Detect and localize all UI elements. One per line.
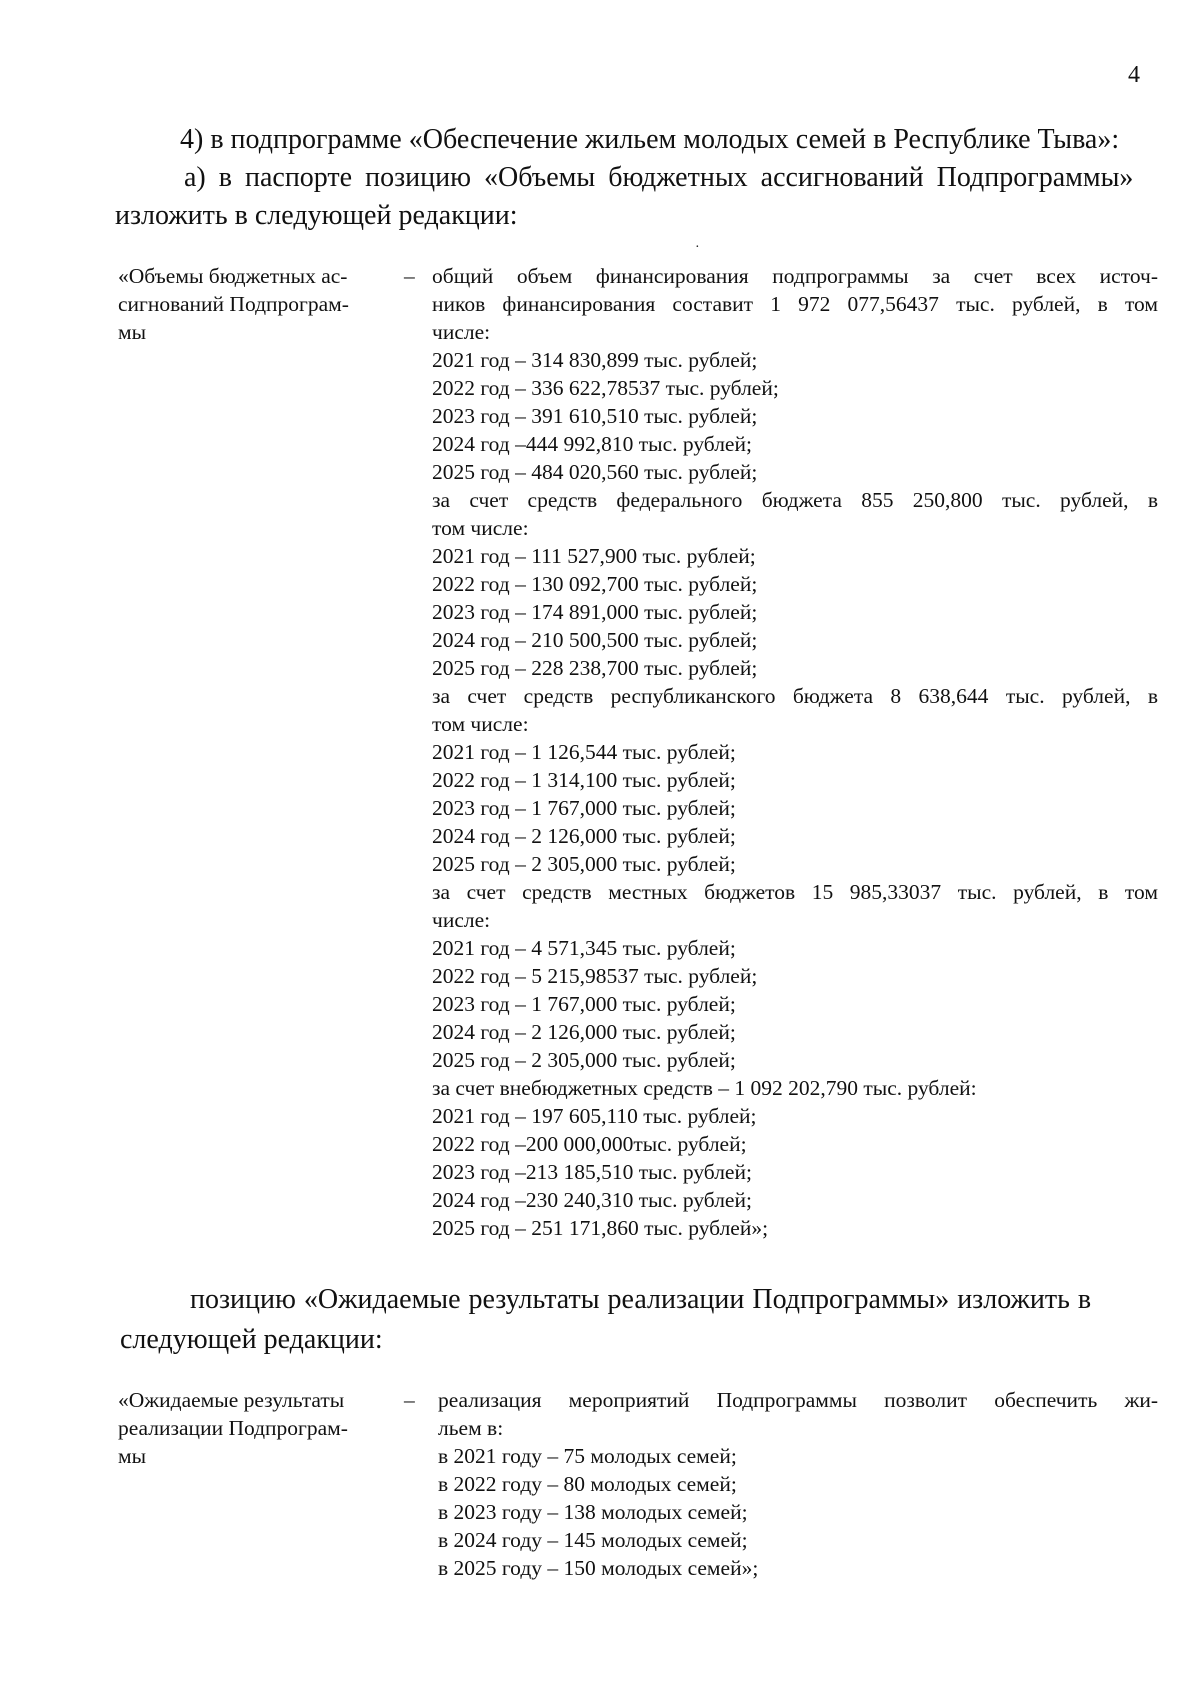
content-line: ников финансирования составит 1 972 077,56437 тыс. рублей, в том — [432, 292, 1158, 316]
content-line: в 2023 году – 138 молодых семей; — [438, 1500, 748, 1524]
dash-separator: – — [404, 264, 415, 288]
content-line: льем в: — [438, 1416, 504, 1440]
middle-line-1: позицию «Ожидаемые результаты реализации Подпрограммы» изложить в — [190, 1284, 1092, 1315]
content-line: 2022 год – 130 092,700 тыс. рублей; — [432, 572, 758, 596]
content-line: том числе: — [432, 712, 529, 736]
budget-allocations-block — [118, 262, 1158, 1242]
content-line: 2022 год – 5 215,98537 тыс. рублей; — [432, 964, 758, 988]
expected-results-block — [118, 1386, 1158, 1606]
label-line: реализации Подпрограм- — [118, 1416, 348, 1440]
content-line: в 2025 году – 150 молодых семей»; — [438, 1556, 759, 1580]
content-line: 2023 год –213 185,510 тыс. рублей; — [432, 1160, 752, 1184]
label-line: «Объемы бюджетных ас- — [118, 264, 348, 288]
label-line: сигнований Подпрограм- — [118, 292, 349, 316]
content-line: 2023 год – 174 891,000 тыс. рублей; — [432, 600, 758, 624]
expected-results-content — [438, 1386, 1158, 1582]
content-line: 2023 год – 391 610,510 тыс. рублей; — [432, 404, 758, 428]
intro-line-2: а) в паспорте позицию «Объемы бюджетных ассигнований Подпрограммы» — [184, 162, 1134, 193]
content-line: 2021 год – 111 527,900 тыс. рублей; — [432, 544, 756, 568]
content-line: в 2022 году – 80 молодых семей; — [438, 1472, 737, 1496]
content-line: 2024 год – 2 126,000 тыс. рублей; — [432, 824, 736, 848]
content-line: 2022 год – 1 314,100 тыс. рублей; — [432, 768, 736, 792]
content-line: реализация мероприятий Подпрограммы позволит обеспечить жи- — [438, 1388, 1158, 1412]
content-line: общий объем финансирования подпрограммы за счет всех источ- — [432, 264, 1158, 288]
content-line: 2021 год – 1 126,544 тыс. рублей; — [432, 740, 736, 764]
content-line: за счет внебюджетных средств – 1 092 202,790 тыс. рублей: — [432, 1076, 977, 1100]
content-line: 2025 год – 484 020,560 тыс. рублей; — [432, 460, 758, 484]
content-line: числе: — [432, 320, 491, 344]
content-line: 2021 год – 197 605,110 тыс. рублей; — [432, 1104, 757, 1128]
content-line: 2021 год – 4 571,345 тыс. рублей; — [432, 936, 736, 960]
page-number: 4 — [1128, 62, 1140, 88]
content-line: 2023 год – 1 767,000 тыс. рублей; — [432, 796, 736, 820]
content-line: 2025 год – 2 305,000 тыс. рублей; — [432, 852, 736, 876]
content-line: 2021 год – 314 830,899 тыс. рублей; — [432, 348, 758, 372]
content-line: в 2024 году – 145 молодых семей; — [438, 1528, 748, 1552]
content-line: 2024 год –230 240,310 тыс. рублей; — [432, 1188, 752, 1212]
content-line: 2024 год – 210 500,500 тыс. рублей; — [432, 628, 758, 652]
content-line: 2022 год – 336 622,78537 тыс. рублей; — [432, 376, 779, 400]
content-line: числе: — [432, 908, 491, 932]
expected-results-label — [118, 1386, 378, 1470]
content-line: 2025 год – 228 238,700 тыс. рублей; — [432, 656, 758, 680]
content-line: 2025 год – 251 171,860 тыс. рублей»; — [432, 1216, 769, 1240]
content-line: 2023 год – 1 767,000 тыс. рублей; — [432, 992, 736, 1016]
content-line: том числе: — [432, 516, 529, 540]
dash-separator: – — [404, 1388, 415, 1412]
label-line: мы — [118, 1444, 147, 1468]
content-line: за счет средств республиканского бюджета 8 638,644 тыс. рублей, в — [432, 684, 1158, 708]
content-line: 2024 год –444 992,810 тыс. рублей; — [432, 432, 752, 456]
content-line: за счет средств местных бюджетов 15 985,33037 тыс. рублей, в том — [432, 880, 1158, 904]
budget-allocations-content — [432, 262, 1158, 1242]
intro-line-1: 4) в подпрограмме «Обеспечение жильем молодых семей в Республике Тыва»: — [180, 124, 1120, 155]
label-line: мы — [118, 320, 147, 344]
intro-line-3: изложить в следующей редакции: — [115, 200, 518, 231]
middle-line-2: следующей редакции: — [120, 1324, 383, 1355]
content-line: 2022 год –200 000,000тыс. рублей; — [432, 1132, 747, 1156]
content-line: 2025 год – 2 305,000 тыс. рублей; — [432, 1048, 736, 1072]
label-line: «Ожидаемые результаты — [118, 1388, 345, 1412]
content-line: в 2021 году – 75 молодых семей; — [438, 1444, 737, 1468]
budget-allocations-label — [118, 262, 378, 346]
content-line: за счет средств федерального бюджета 855 250,800 тыс. рублей, в — [432, 488, 1158, 512]
content-line: 2024 год – 2 126,000 тыс. рублей; — [432, 1020, 736, 1044]
scan-speck: · — [695, 240, 700, 255]
